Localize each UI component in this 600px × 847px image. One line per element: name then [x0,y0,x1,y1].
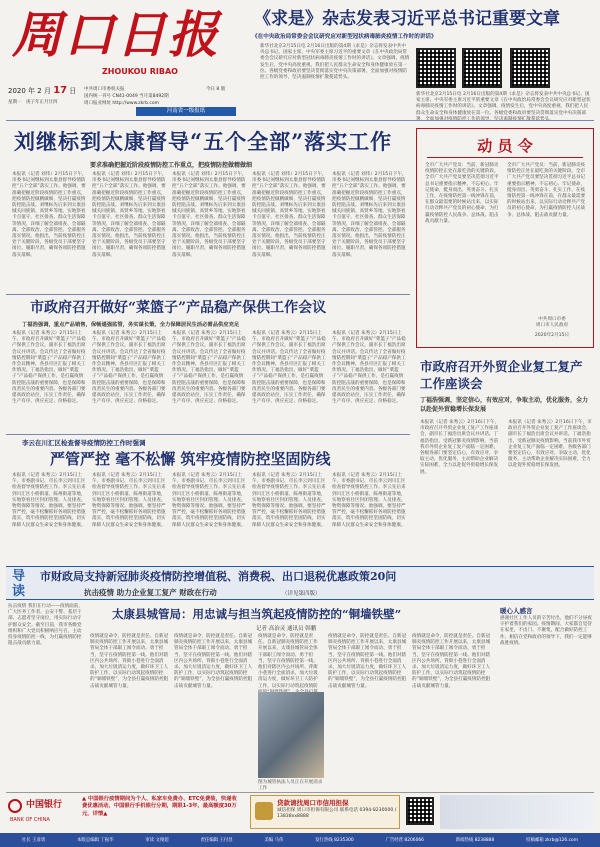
ad-banner-right [440,795,594,829]
story2-headline: 市政府召开做好“菜篮子”产品稳产保供工作会议 [30,300,327,316]
story5-body-col4: 疫情就是命令，防控就是责任。自新冠肺炎疫情防控工作开展以来，太康县城管局全体干部职工闻令而动、勇于担当，坚守在疫情防控第一线。他们对辖区内公共场所、背街小巷进行全面消杀，加大垃圾清运力度，做好环卫工人防护工作，以实际行动筑起疫情防控的“铜墙铁壁”，为全县打赢疫情防控阻击战贡献城管力量。 [328,634,407,689]
masthead-date [8,85,76,96]
footer-item: 新闻热线 8238888 [455,838,495,843]
story2-body-col5: 本报讯（记者 朱秀云）2月15日上午，市政府召开做好“菜篮子”产品稳产保供工作会议，副市长丁福浩出席会议并讲话。会议传达了全省做好疫情防控期间“菜篮子”产品稳产保供工作会议精神，各县市区汇报了相关工作情况。丁福浩指出，做好“菜篮子”产品稳产保供工作，是打赢疫情防控阻击战的重要保障，也是保障和改善民生的重要内容。各级各部门要提高政治站位，压实工作责任，确保生产有序、供应充足、价格稳定。 [332,331,406,405]
story3-body-col5: 本报讯（记者 朱秀云）2月15日上午，市委副书记、市长李云到川汇区检查督导疫情防控工作。李云先后来到川汇区小桥街道、陈州街道等地，实地察看社区封闭管理、人员排查、物资保障等情况。他强调，要坚持严管严控，毫不松懈抓好各项防控措施落实，筑牢疫情防控坚固防线，切实保障人民群众生命安全和身体健康。 [332,473,406,528]
lead-deck: 要求准确把握近阶段疫情防控工作重点，把疫情防控做精做细 [90,162,253,169]
divider-story3 [6,434,410,435]
edict-date: 2020年2月15日 [534,333,570,338]
loan-copy: 诚信担保 周口市担保有限公司 联系电话 0394-8230000 / 13838xx8888 [277,808,397,819]
footer-email[interactable]: 投稿邮箱 zkrb@126.com [526,838,578,843]
edict-sign: 中共周口市委 周口市人民政府 [535,317,569,329]
date-suffix: 日 [69,87,77,95]
story5-caption: 图为城管执法人员正在开展消杀工作 [258,780,323,792]
left-column-body: 抗击疫情 我们在行动——疫情面前，广大医务工作者、公安干警、基层干部、志愿者坚守岗位，用实际行动守护群众安全。截至目前，我市各级党组织和广大党员积极响应号召，主动投身疫情防控一线，为打赢疫情防控阻击战贡献力量。 [8,604,83,647]
bank-en: BANK OF CHINA [10,817,50,823]
masthead-issue: 国内统一刊号 CN41-0049 当月第8492期 [84,94,169,99]
lead-body-col4: 本报讯（记者 刘伟）2月15日下午，市委书记刘继标到太康县督导疫情防控“五个全部”落实工作。他强调，要准确把握近阶段疫情防控工作重点，把疫情防控做精做细，坚决打赢疫情防控阻击战。刘继标先后来到太康县城关回族镇、高贤乡等地，实地察看卡点值守、社区排查、群众生活保障等情况，详细了解全部排查、全部隔离、全部收治、全部管控、全部服务落实情况。他指出，当前疫情防控正处于关键阶段，各级党员干部要坚守岗位、履职尽责，确保各项防控措施落实落细。 [252,172,327,258]
bank-copy: ▲ 中国银行疫情期间为个人、私家车免费办、ETC免费装，快递收费优惠活动，中国银行手机银行分期，期限1-3年，最高额度30万元，详情▲ [82,796,237,817]
right-column-body: 感谢社区工作人员的辛苦付出，他们不分昼夜守护着我们的家园。疫情期间，大家都自觉待在家里，不出门、不聚集，配合做好防控工作，相信在党和政府的领导下，我们一定能够战胜疫情。 [500,616,592,646]
qr-code-center-icon [462,48,502,88]
masthead-lunar: 星期一 庚子年正月廿四 [8,100,58,105]
story4-body-col1: 本报讯（记者 朱秀云）2月16日下午，市政府召开外贸企业复工复产工作座谈会，副市长丁福浩出席会议并讲话。丁福浩指出，受新冠肺炎疫情影响，当前我市外贸企业复工复产面临一定困难，各级各部门要坚定信心，有效应对，争取主动，优化服务，主动帮助企业解决实际困难，全力以赴促外贸稳增长保发展。 [420,420,500,475]
story5-body-col2: 疫情就是命令，防控就是责任。自新冠肺炎疫情防控工作开展以来，太康县城管局全体干部职工闻令而动、勇于担当，坚守在疫情防控第一线。他们对辖区内公共场所、背街小巷进行全面消杀，加大垃圾清运力度，做好环卫工人防护工作，以实际行动筑起疫情防控的“铜墙铁壁”，为全县打赢疫情防控阻击战贡献城管力量。 [174,634,253,689]
top-feature-body-2: 新华社北京2月15日电 2月16日出版的第4期《求是》杂志将发表中共中央总书记、国家主席、中央军委主席习近平的重要文章《在中央政治局常委会会议研究应对新型冠状病毒肺炎疫情工作时的讲话》。文章强调，疫情发生后，党中央高度重视，我们把人民群众生命安全和身体健康放在第一位。各级党委和政府要坚决贯彻落实党中央决策部 [416,92,591,116]
qr-code-right-icon [510,48,550,88]
story5-byline: 记者 高治灵 通讯员 韩鹏 [256,626,317,632]
edict-title: 动 员 令 [477,137,533,155]
date-day: 17 [53,85,68,96]
digest-bar [6,566,594,600]
lead-body-col2: 本报讯（记者 刘伟）2月15日下午，市委书记刘继标到太康县督导疫情防控“五个全部”落实工作。他强调，要准确把握近阶段疫情防控工作重点，把疫情防控做精做细，坚决打赢疫情防控阻击战。刘继标先后来到太康县城关回族镇、高贤乡等地，实地察看卡点值守、社区排查、群众生活保障等情况，详细了解全部排查、全部隔离、全部收治、全部管控、全部服务落实情况。他指出，当前疫情防控正处于关键阶段，各级党员干部要坚守岗位、履职尽责，确保各项防控措施落实落细。 [92,172,167,258]
masthead-website: 周口报业网址 http://www.zkrb.com [84,101,159,106]
story3-body-col1: 本报讯（记者 朱秀云）2月15日上午，市委副书记、市长李云到川汇区检查督导疫情防控工作。李云先后来到川汇区小桥街道、陈州街道等地，实地察看社区封闭管理、人员排查、物资保障等情况。他强调，要坚持严管严控，毫不松懈抓好各项防控措施落实，筑牢疫情防控坚固防线，切实保障人民群众生命安全和身体健康。 [12,473,86,528]
footer-item: 美编 马伟 [264,838,284,843]
lead-body-col3: 本报讯（记者 刘伟）2月15日下午，市委书记刘继标到太康县督导疫情防控“五个全部”落实工作。他强调，要准确把握近阶段疫情防控工作重点，把疫情防控做精做细，坚决打赢疫情防控阻击战。刘继标先后来到太康县城关回族镇、高贤乡等地，实地察看卡点值守、社区排查、群众生活保障等情况，详细了解全部排查、全部隔离、全部收治、全部管控、全部服务落实情况。他指出，当前疫情防控正处于关键阶段，各级党员干部要坚守岗位、履职尽责，确保各项防控措施落实落细。 [172,172,247,258]
top-feature-subtitle: 《在中央政治局常委会会议研究应对新型冠状病毒肺炎疫情工作时的讲话》 [252,34,437,40]
ad-qr-code-icon [406,797,434,825]
footer-item: 广告经营 8206066 [385,838,424,843]
right-column-title: 暖心人感言 [500,607,533,615]
masthead-pinyin: ZHOUKOU RIBAO [102,67,178,76]
edict-body-col2: 全市广大共产党员：当前，新冠肺炎疫情防控正处在最吃劲的关键阶段。全市广大共产党员要坚决贯彻习近平总书记重要指示精神，不忘初心、牢记使命，挺身而出、英勇奋斗、扎实工作，在疫情防控第一线冲锋在前，在群众最需要的时候站出来，以实际行动诠释共产党员的初心使命，为打赢疫情防控人民战争、总体战、阻击战贡献力量。 [507,163,586,218]
ad-strip [6,792,594,830]
story5-headline: 太康县城管局：用忠诚与担当筑起疫情防控的“铜墙铁壁” [112,607,402,621]
masthead-publisher: 中共周口市委机关报 [84,87,125,92]
footer-item: 责任编辑 王付昌 [200,838,233,843]
story2-body-col2: 本报讯（记者 朱秀云）2月15日上午，市政府召开做好“菜篮子”产品稳产保供工作会议，副市长丁福浩出席会议并讲话。会议传达了全省做好疫情防控期间“菜篮子”产品稳产保供工作会议精神，各县市区汇报了相关工作情况。丁福浩指出，做好“菜篮子”产品稳产保供工作，是打赢疫情防控阻击战的重要保障，也是保障和改善民生的重要内容。各级各部门要提高政治站位，压实工作责任，确保生产有序、供应充足、价格稳定。 [92,331,166,405]
lead-body-col5: 本报讯（记者 刘伟）2月15日下午，市委书记刘继标到太康县督导疫情防控“五个全部”落实工作。他强调，要准确把握近阶段疫情防控工作重点，把疫情防控做精做细，坚决打赢疫情防控阻击战。刘继标先后来到太康县城关回族镇、高贤乡等地，实地察看卡点值守、社区排查、群众生活保障等情况，详细了解全部排查、全部隔离、全部收治、全部管控、全部服务落实情况。他指出，当前疫情防控正处于关键阶段，各级党员干部要坚守岗位、履职尽责，确保各项防控措施落实落细。 [332,172,407,258]
loan-ad [250,795,400,829]
edict-rule [427,157,583,158]
masthead [6,4,236,116]
story5-photo [258,692,324,778]
lead-headline: 刘继标到太康督导“五个全部”落实工作 [14,129,393,154]
digest-pageref[interactable]: （详见第四版） [282,591,321,597]
footer-item: 发行热线 8235300 [315,838,354,843]
footer-bar [0,833,600,847]
story2-body-col1: 本报讯（记者 朱秀云）2月15日上午，市政府召开做好“菜篮子”产品稳产保供工作会议，副市长丁福浩出席会议并讲话。会议传达了全省做好疫情防控期间“菜篮子”产品稳产保供工作会议精神，各县市区汇报了相关工作情况。丁福浩指出，做好“菜篮子”产品稳产保供工作，是打赢疫情防控阻击战的重要保障，也是保障和改善民生的重要内容。各级各部门要提高政治站位，压实工作责任，确保生产有序、供应充足、价格稳定。 [12,331,86,405]
footer-item: 社长 王彦勇 [21,838,46,843]
story4-headline: 市政府召开外贸企业复工复产工作座谈会 [420,359,583,391]
qr-code-left-icon [416,48,456,88]
loan-title: 贷款请找周口市信用担保 [277,799,349,807]
bank-logo-icon [8,799,22,813]
top-feature-body: 新华社北京2月15日电 2月16日出版的第4期《求是》杂志将发表中共中央总书记、国家主席、中央军委主席习近平的重要文章《在中央政治局常委会会议研究应对新型冠状病毒肺炎疫情工作时的讲话》。文章强调，疫情发生后，党中央高度重视，我们把人民群众生命安全和身体健康放在第一位。各级党委和政府要坚决贯彻落实党中央决策部署，全面加强对疫情防控工作的领导，坚决遏制疫情扩散蔓延势头。 [260,44,410,81]
edict-box [416,128,594,348]
digest-headline[interactable]: 市财政局支持新冠肺炎疫情防控增值税、消费税、出口退税优惠政策20问 [40,570,397,583]
story3-body-col2: 本报讯（记者 朱秀云）2月15日上午，市委副书记、市长李云到川汇区检查督导疫情防控工作。李云先后来到川汇区小桥街道、陈州街道等地，实地察看社区封闭管理、人员排查、物资保障等情况。他强调，要坚持严管严控，毫不松懈抓好各项防控措施落实，筑牢疫情防控坚固防线，切实保障人民群众生命安全和身体健康。 [92,473,166,528]
loan-logo-icon [255,802,273,820]
date-prefix: 2020 年 2 月 [8,87,51,95]
story3-headline: 严管严控 毫不松懈 筑牢疫情防控坚固防线 [50,450,331,468]
masthead-badge: 河南省一级报纸 [136,107,236,116]
masthead-pages: 今日 8 版 [206,87,226,92]
top-feature-headline: 《求是》杂志发表习近平总书记重要文章 [254,9,560,29]
story5-body-col1: 疫情就是命令，防控就是责任。自新冠肺炎疫情防控工作开展以来，太康县城管局全体干部职工闻令而动、勇于担当，坚守在疫情防控第一线。他们对辖区内公共场所、背街小巷进行全面消杀，加大垃圾清运力度，做好环卫工人防护工作，以实际行动筑起疫情防控的“铜墙铁壁”，为全县打赢疫情防控阻击战贡献城管力量。 [90,634,169,689]
story2-body-col4: 本报讯（记者 朱秀云）2月15日上午，市政府召开做好“菜篮子”产品稳产保供工作会议，副市长丁福浩出席会议并讲话。会议传达了全省做好疫情防控期间“菜篮子”产品稳产保供工作会议精神，各县市区汇报了相关工作情况。丁福浩指出，做好“菜篮子”产品稳产保供工作，是打赢疫情防控阻击战的重要保障，也是保障和改善民生的重要内容。各级各部门要提高政治站位，压实工作责任，确保生产有序、供应充足、价格稳定。 [252,331,326,405]
digest-sub: 抗击疫情 助力企业复工复产 财政在行动 [84,588,217,597]
story5-body-col5: 疫情就是命令，防控就是责任。自新冠肺炎疫情防控工作开展以来，太康县城管局全体干部职工闻令而动、勇于担当，坚守在疫情防控第一线。他们对辖区内公共场所、背街小巷进行全面消杀，加大垃圾清运力度，做好环卫工人防护工作，以实际行动筑起疫情防控的“铜墙铁壁”，为全县打赢疫情防控阻击战贡献城管力量。 [412,634,491,689]
lead-body-col1: 本报讯（记者 刘伟）2月15日下午，市委书记刘继标到太康县督导疫情防控“五个全部”落实工作。他强调，要准确把握近阶段疫情防控工作重点，把疫情防控做精做细，坚决打赢疫情防控阻击战。刘继标先后来到太康县城关回族镇、高贤乡等地，实地察看卡点值守、社区排查、群众生活保障等情况，详细了解全部排查、全部隔离、全部收治、全部管控、全部服务落实情况。他指出，当前疫情防控正处于关键阶段，各级党员干部要坚守岗位、履职尽责，确保各项防控措施落实落细。 [12,172,87,258]
footer-item: 本版总编辑 丁振华 [77,838,114,843]
divider-story2 [6,294,410,295]
story3-kicker: 李云在川汇区检查督导疫情防控工作时强调 [22,439,146,447]
story5-body-col3: 疫情就是命令，防控就是责任。自新冠肺炎疫情防控工作开展以来，太康县城管局全体干部职工闻令而动、勇于担当，坚守在疫情防控第一线。他们对辖区内公共场所、背街小巷进行全面消杀，加大垃圾清运力度，做好环卫工人防护工作，以实际行动筑起疫情防 [258,634,318,689]
story4-body-col2: 本报讯（记者 朱秀云）2月16日下午，市政府召开外贸企业复工复产工作座谈会，副市长丁福浩出席会议并讲话。丁福浩指出，受新冠肺炎疫情影响，当前我市外贸企业复工复产面临一定困难，各级各部门要坚定信心，有效应对，争取主动，优化服务，主动帮助企业解决实际困难，全力以赴促外贸稳增长保发展。 [508,420,592,469]
masthead-title: 周口日报 [12,5,220,64]
story2-body-col3: 本报讯（记者 朱秀云）2月15日上午，市政府召开做好“菜篮子”产品稳产保供工作会议，副市长丁福浩出席会议并讲话。会议传达了全省做好疫情防控期间“菜篮子”产品稳产保供工作会议精神，各县市区汇报了相关工作情况。丁福浩指出，做好“菜篮子”产品稳产保供工作，是打赢疫情防控阻击战的重要保障，也是保障和改善民生的重要内容。各级各部门要提高政治站位，压实工作责任，确保生产有序、供应充足、价格稳定。 [172,331,246,405]
story4-deck: 丁福浩强调，坚定信心，有效应对，争取主动，优化服务，全力以赴促外贸稳增长保发展 [420,397,589,413]
story3-body-col3: 本报讯（记者 朱秀云）2月15日上午，市委副书记、市长李云到川汇区检查督导疫情防控工作。李云先后来到川汇区小桥街道、陈州街道等地，实地察看社区封闭管理、人员排查、物资保障等情况。他强调，要坚持严管严控，毫不松懈抓好各项防控措施落实，筑牢疫情防控坚固防线，切实保障人民群众生命安全和身体健康。 [172,473,246,528]
bank-name: 中国银行 [26,800,63,810]
footer-item: 审读 文俊超 [145,838,169,843]
top-feature [248,8,594,118]
story2-deck: 丁福浩强调，重点产品销售，保畅通强监管，务实谋长策，全力保障居民生活必需品供应充足 [22,322,240,328]
divider-top [6,120,594,121]
edict-body-col1: 全市广大共产党员：当前，新冠肺炎疫情防控正处在最吃劲的关键阶段。全市广大共产党员要坚决贯彻习近平总书记重要指示精神，不忘初心、牢记使命，挺身而出、英勇奋斗、扎实工作，在疫情防控第一线冲锋在前，在群众最需要的时候站出来，以实际行动诠释共产党员的初心使命，为打赢疫情防控人民战争、总体战、阻击战贡献力量。 [425,163,499,224]
story3-body-col4: 本报讯（记者 朱秀云）2月15日上午，市委副书记、市长李云到川汇区检查督导疫情防控工作。李云先后来到川汇区小桥街道、陈州街道等地，实地察看社区封闭管理、人员排查、物资保障等情况。他强调，要坚持严管严控，毫不松懈抓好各项防控措施落实，筑牢疫情防控坚固防线，切实保障人民群众生命安全和身体健康。 [252,473,326,528]
digest-label: 导读 [12,569,26,599]
